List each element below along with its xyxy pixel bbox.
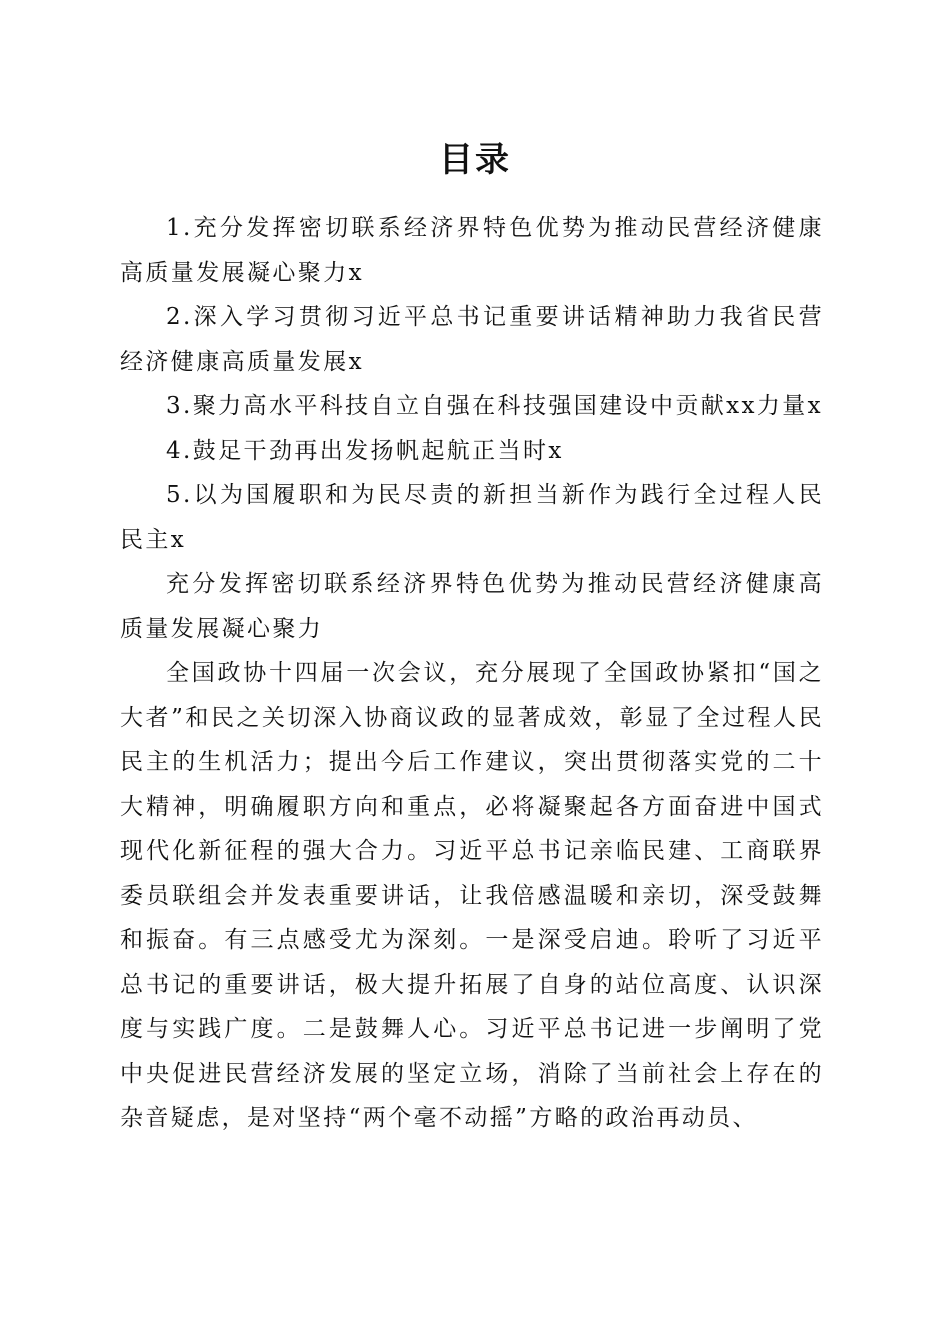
section-heading: 充分发挥密切联系经济界特色优势为推动民营经济健康高质量发展凝心聚力 — [120, 571, 824, 642]
toc-entry-2: 2.深入学习贯彻习近平总书记重要讲话精神助力我省民营经济健康高质量发展x — [120, 304, 824, 375]
toc-entry-5: 5.以为国履职和为民尽责的新担当新作为践行全过程人民民主x — [120, 482, 824, 553]
document-content — [120, 206, 824, 1141]
page-title: 目录 — [439, 140, 511, 180]
toc-entry-4: 4.鼓足干劲再出发扬帆起航正当时x — [166, 437, 564, 464]
toc-entry-1: 1.充分发挥密切联系经济界特色优势为推动民营经济健康高质量发展凝心聚力x — [120, 215, 824, 286]
body-paragraph: 全国政协十四届一次会议，充分展现了全国政协紧扣“国之大者”和民之关切深入协商议政的显著成效，彰显了全过程人民民主的生机活力；提出今后工作建议，突出贯彻落实党的二十大精神，明确履职方向和重点，必将凝聚起各方面奋进中国式现代化新征程的强大合力。习近平总书记亲临民建、工商联界委员联组会并发表重要讲话，让我倍感温暖和亲切，深受鼓舞和振奋。有三点感受尤为深刻。一是深受启迪。聆听了习近平总书记的重要讲话，极大提升拓展了自身的站位高度、认识深度与实践广度。二是鼓舞人心。习近平总书记进一步阐明了党中央促进民营经济发展的坚定立场，消除了当前社会上存在的杂音疑虑，是对坚持“两个毫不动摇”方略的政治再动员、 — [120, 660, 824, 1131]
toc-entry-3: 3.聚力高水平科技自立自强在科技强国建设中贡献xx力量x — [166, 393, 824, 419]
